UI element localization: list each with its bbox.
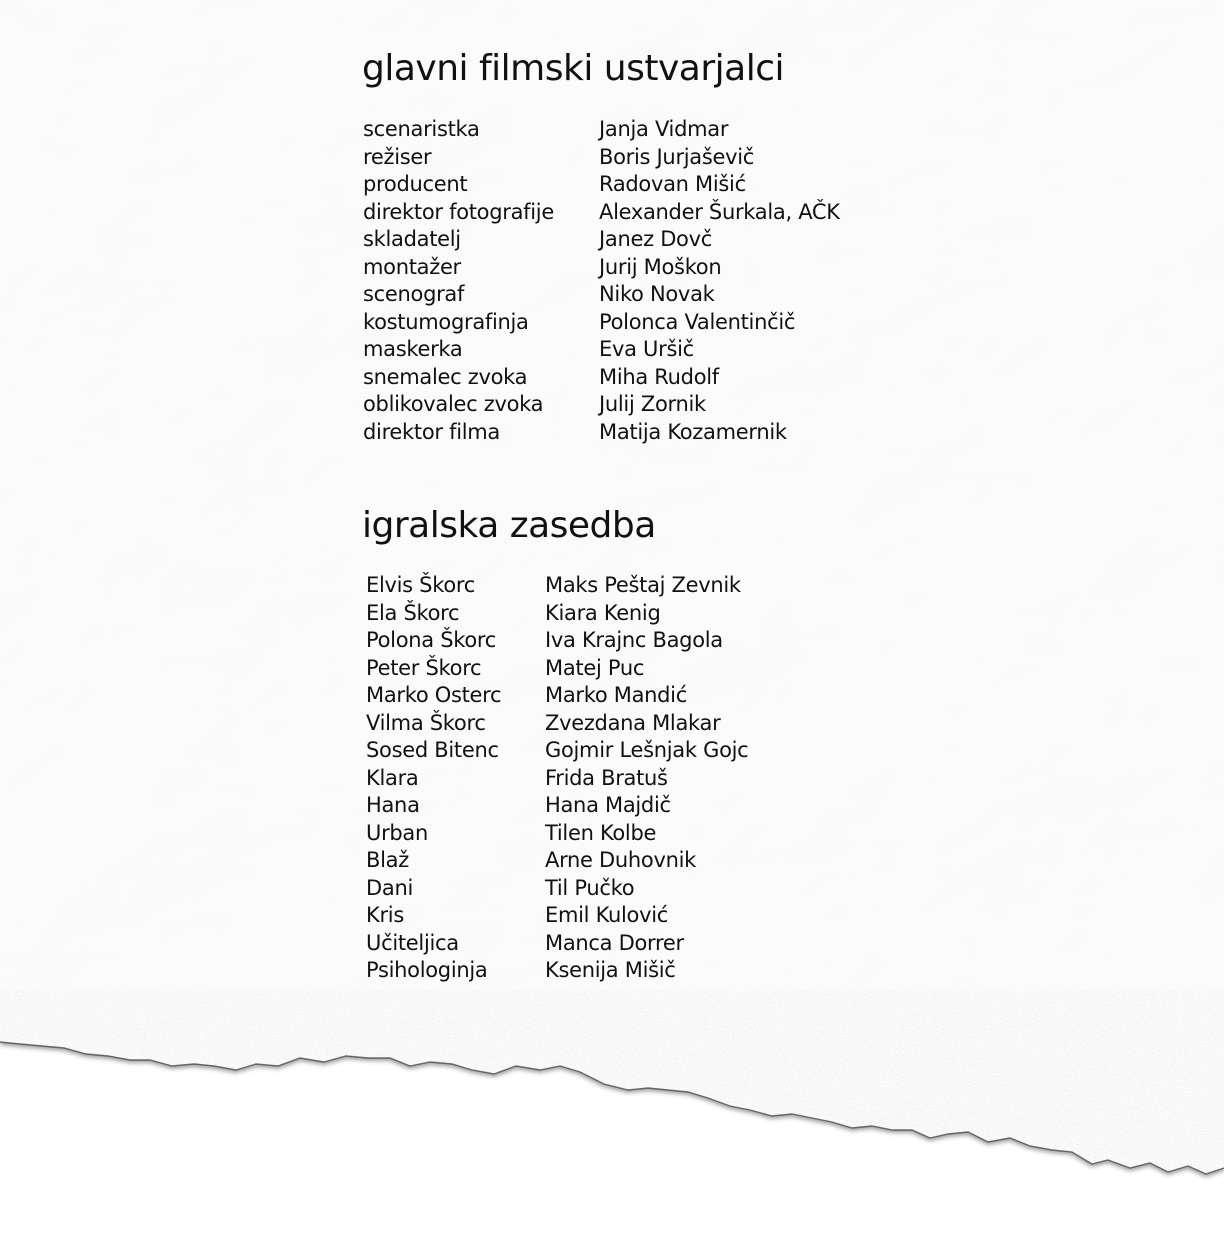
crew-role: producent xyxy=(363,172,468,196)
crew-name: Eva Uršič xyxy=(599,337,694,361)
cast-character: Kris xyxy=(366,903,404,927)
crew-role: oblikovalec zvoka xyxy=(363,392,544,416)
cast-actor: Frida Bratuš xyxy=(545,765,668,790)
crew-name: Julij Zornik xyxy=(599,392,706,416)
cast-actors-list xyxy=(545,572,748,985)
crew-name: Boris Jurjaševič xyxy=(599,144,755,169)
cast-character: Psihologinja xyxy=(366,958,488,982)
cast-actor: Gojmir Lešnjak Gojc xyxy=(545,738,749,762)
crew-role: scenograf xyxy=(363,282,465,306)
crew-name: Polonca Valentinčič xyxy=(599,309,796,334)
crew-role: maskerka xyxy=(363,337,463,361)
cast-character: Hana xyxy=(366,793,420,817)
crew-name: Janja Vidmar xyxy=(599,117,729,141)
cast-character: Polona Škorc xyxy=(366,628,497,652)
cast-actor: Zvezdana Mlakar xyxy=(545,710,721,735)
cast-actor: Til Pučko xyxy=(545,875,635,900)
crew-role: scenaristka xyxy=(363,117,480,141)
cast-character: Sosed Bitenc xyxy=(366,738,499,762)
crew-name: Alexander Šurkala, AČK xyxy=(599,199,840,224)
crew-name: Radovan Mišić xyxy=(599,172,746,196)
cast-section-title: igralska zasedba xyxy=(362,505,656,546)
cast-actor: Maks Peštaj Zevnik xyxy=(545,573,741,597)
crew-name: Matija Kozamernik xyxy=(599,419,787,444)
cast-character: Blaž xyxy=(366,848,409,872)
crew-role: snemalec zvoka xyxy=(363,364,528,389)
cast-actor: Arne Duhovnik xyxy=(545,848,697,872)
crew-role: direktor filma xyxy=(363,419,500,444)
crew-name: Jurij Moškon xyxy=(599,254,722,279)
cast-character: Urban xyxy=(366,820,429,845)
cast-character: Peter Škorc xyxy=(366,655,482,680)
cast-character: Učiteljica xyxy=(366,930,459,955)
crew-role: montažer xyxy=(363,254,461,279)
cast-character: Ela Škorc xyxy=(366,600,460,625)
cast-characters-list xyxy=(366,572,501,985)
cast-character: Dani xyxy=(366,875,413,900)
crew-name: Miha Rudolf xyxy=(599,364,719,389)
crew-names-list xyxy=(599,116,840,446)
cast-actor: Matej Puc xyxy=(545,655,645,680)
cast-character: Marko Osterc xyxy=(366,683,502,707)
crew-roles-list xyxy=(363,116,554,446)
cast-actor: Manca Dorrer xyxy=(545,930,684,955)
crew-role: režiser xyxy=(363,144,432,169)
cast-actor: Hana Majdič xyxy=(545,793,671,817)
cast-actor: Kiara Kenig xyxy=(545,600,661,625)
crew-role: kostumografinja xyxy=(363,309,529,334)
cast-character: Elvis Škorc xyxy=(366,573,475,597)
crew-role: direktor fotografije xyxy=(363,199,554,224)
crew-name: Janez Dovč xyxy=(599,227,712,251)
cast-actor: Emil Kulović xyxy=(545,903,668,927)
cast-actor: Marko Mandić xyxy=(545,683,687,707)
crew-section-title: glavni filmski ustvarjalci xyxy=(362,48,784,89)
cast-actor: Ksenija Mišič xyxy=(545,958,676,982)
cast-actor: Tilen Kolbe xyxy=(545,820,657,845)
crew-role: skladatelj xyxy=(363,227,461,251)
cast-character: Klara xyxy=(366,765,419,790)
cast-actor: Iva Krajnc Bagola xyxy=(545,628,723,652)
cast-character: Vilma Škorc xyxy=(366,710,486,735)
crew-name: Niko Novak xyxy=(599,282,715,306)
